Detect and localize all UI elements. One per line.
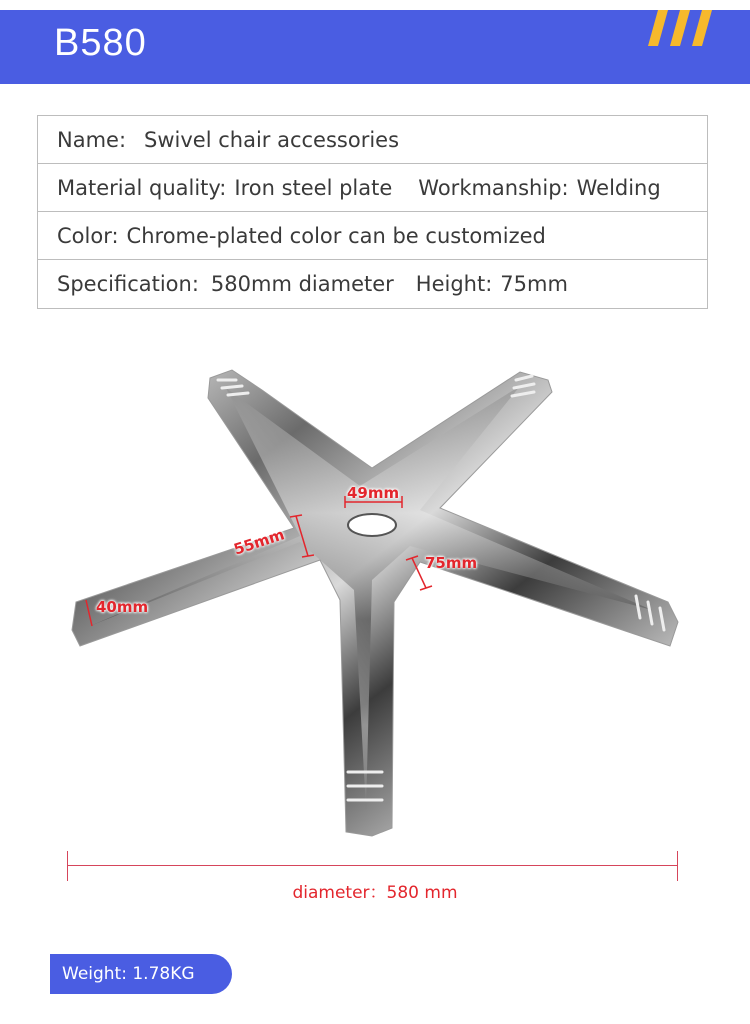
hub-dimension-label: 49mm — [347, 484, 400, 502]
spec-row-specification — [38, 260, 707, 308]
spec-table — [37, 115, 708, 309]
name-label: Name: — [57, 127, 127, 152]
material-value: Iron steel plate — [234, 175, 393, 200]
height-value: 75mm — [500, 272, 568, 296]
color-label: Color: — [57, 223, 119, 248]
tip-dimension-label: 40mm — [96, 598, 149, 616]
weight-badge: Weight: 1.78KG — [50, 954, 232, 994]
spec-row-name — [38, 116, 707, 164]
diameter-caption — [0, 878, 750, 903]
material-label: Material quality: — [57, 175, 227, 200]
diameter-tick-left — [67, 851, 68, 881]
spec-row-material — [38, 164, 707, 212]
stripes-decoration-icon — [638, 10, 718, 54]
spec-row-color — [38, 212, 707, 260]
chair-base-image — [0, 340, 750, 850]
diameter-line — [67, 865, 678, 866]
height-label: Height: — [415, 272, 493, 296]
arm-width-dimension-label: 55mm — [231, 525, 287, 559]
workmanship-label: Workmanship: — [418, 175, 569, 200]
diameter-tick-right — [677, 851, 678, 881]
product-code-title: B580 — [54, 22, 147, 64]
diameter-label: diameter： — [292, 883, 387, 903]
specification-value: 580mm diameter — [210, 272, 394, 296]
diameter-value: 580 mm — [386, 883, 458, 903]
height-dimension-label: 75mm — [425, 554, 478, 572]
specification-label: Specification: — [57, 272, 199, 296]
workmanship-value: Welding — [576, 175, 661, 200]
header-banner — [0, 10, 750, 84]
name-value: Swivel chair accessories — [144, 127, 400, 152]
color-value: Chrome-plated color can be customized — [126, 223, 546, 248]
